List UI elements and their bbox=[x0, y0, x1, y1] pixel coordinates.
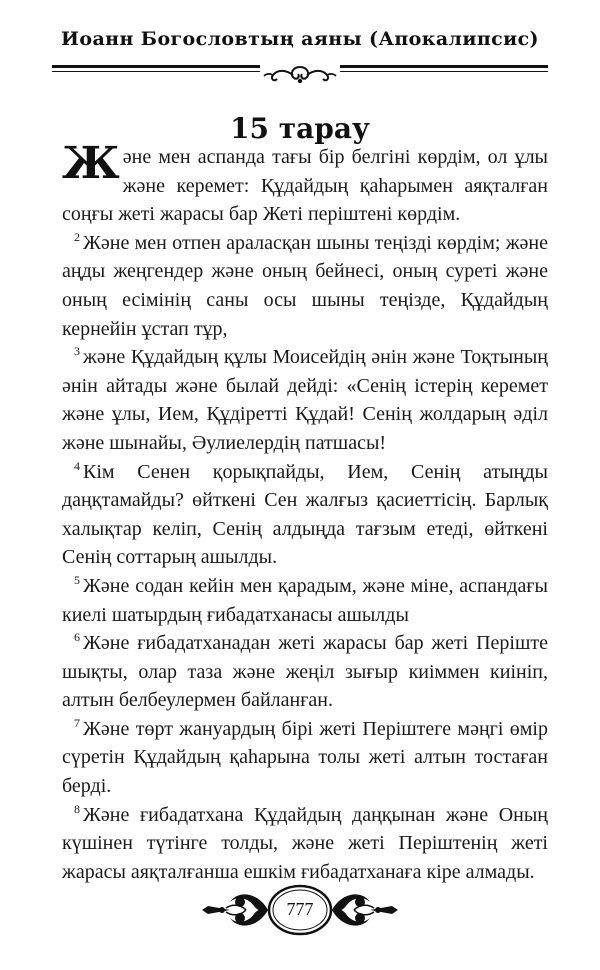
chapter-title: 15 тарау bbox=[230, 112, 370, 145]
verse-number: 4 bbox=[74, 458, 80, 473]
verse-8 bbox=[62, 801, 548, 887]
verse-text: Және төрт жануардың бірі жеті Періштеге мәңгі өмір сүретін Құдайдың қаһарына толы жеті алтын тостаған берді. bbox=[62, 717, 548, 798]
verse-2 bbox=[62, 229, 548, 343]
header-ornament-icon bbox=[260, 62, 340, 88]
verse-number: 5 bbox=[74, 572, 80, 587]
verse-text: және Құдайдың құлы Моисейдің әнін және Тоқтының әнін айтады және былай дейді: «Сенің істерің керемет және ұлы, Ием, Құдіретті Құдай! Сенің жолдарың әділ және шынайы, Әулиелердің патшасы! bbox=[62, 346, 548, 454]
chapter-text bbox=[62, 138, 548, 886]
verse-text: Және ғибадатхана Құдайдың даңқынан және Оның күшінен түтінге толды, және жеті Періштенің жеті жарасы аяқталғанша ешкім ғибадатханаға кіре алмады. bbox=[62, 803, 548, 883]
verse-text: Және ғибадатханадан жеті жарасы бар жеті Періште шықты, олар таза және жеңіл зығыр киіммен киініп, алтын белбеулермен байланған. bbox=[62, 632, 548, 712]
verse-number: 8 bbox=[74, 801, 80, 816]
verse-text: әне мен аспанда тағы бір белгіні көрдім, ол ұлы және керемет: Құдайдың қаһарымен аяқталған соңғы жеті жарасы бар Жеті періштені көрдім. bbox=[62, 146, 548, 226]
verse-3 bbox=[62, 343, 548, 457]
page-number: 777 bbox=[286, 899, 314, 919]
verse-number: 3 bbox=[74, 344, 80, 359]
verse-4 bbox=[62, 458, 548, 572]
verse-number: 7 bbox=[74, 715, 80, 730]
verse-text: Және мен отпен араласқан шыны теңізді көрдім; және аңды жеңгендер және оның бейнесі, оның суреті және оның есімінің саны осы шыны теңізде, Құдайдың кернейін ұстап тұр, bbox=[62, 231, 548, 340]
verse-text: Кім Сенен қорықпайды, Ием, Сенің атыңды даңқтамайды? өйткені Сен жалғыз қасиеттісің. Барлық халықтар келіп, Сенің алдыңда тағзым етеді, өйткені Сенің соттарың ашылды. bbox=[62, 460, 548, 569]
verse-5 bbox=[62, 572, 548, 629]
verse-7 bbox=[62, 715, 548, 801]
verse-number: 6 bbox=[74, 630, 80, 645]
verse-6 bbox=[62, 629, 548, 715]
drop-cap: Ж bbox=[62, 138, 120, 189]
running-title: Иоанн Богословтың аяны (Апокалипсис) bbox=[61, 28, 539, 50]
verse-text: Және содан кейін мен қарадым, және міне, аспандағы киелі шатырдың ғибадатханасы ашылды bbox=[62, 574, 548, 626]
verse-1 bbox=[62, 138, 548, 229]
verse-number: 2 bbox=[74, 229, 80, 244]
